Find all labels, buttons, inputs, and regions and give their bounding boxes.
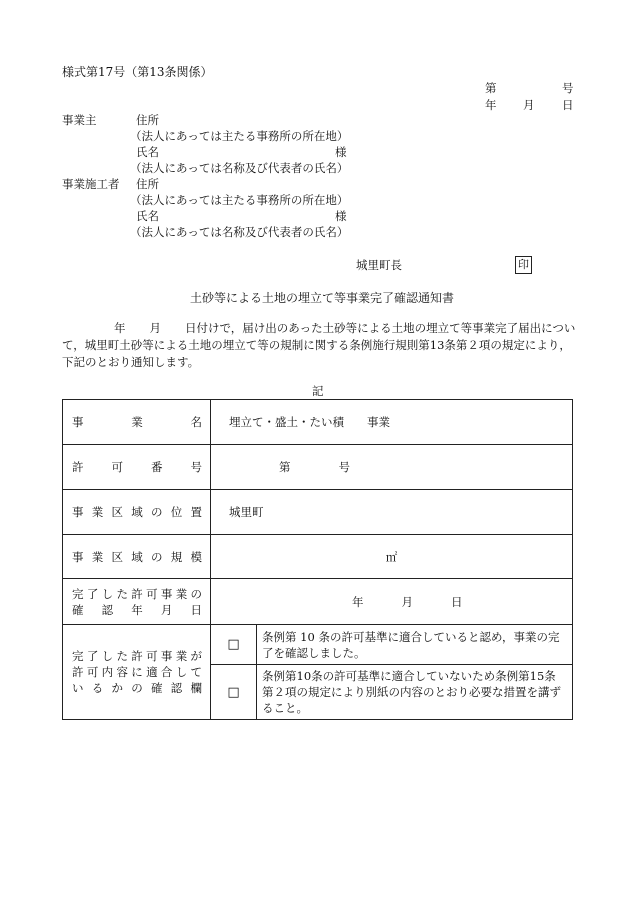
owner-name-label: 氏名 xyxy=(136,145,159,159)
confirm-month: 月 xyxy=(401,594,413,609)
business-name-value: 埋立て・盛土・たい積 事業 xyxy=(211,400,573,445)
option-2-text: 条例第10条の許可基準に適合していないため条例第15条第２項の規定により別紙の内容のとおり必要な措置を講ずること。 xyxy=(257,665,573,720)
scale-value xyxy=(211,535,573,579)
permit-go: 号 xyxy=(338,460,350,474)
row-check-1 xyxy=(63,625,573,665)
location-value: 城里町 xyxy=(211,490,573,535)
owner-address-label: 住所 xyxy=(136,113,159,127)
row-location xyxy=(63,490,573,535)
business-name-label: 事 業 名 xyxy=(63,400,211,445)
row-business-name xyxy=(63,400,573,445)
permit-number-label: 許 可 番 号 xyxy=(63,445,211,490)
date-month: 月 xyxy=(523,98,535,112)
form-number: 様式第17号（第13条関係） xyxy=(62,65,213,79)
contractor-title: 事業施工者 xyxy=(62,177,120,191)
location-label: 事 業 区 域 の 位 置 xyxy=(63,490,211,535)
details-table xyxy=(62,399,573,720)
checkbox-option-1[interactable]: □ xyxy=(211,625,257,665)
check-label: 完 了 し た 許 可 事 業 が 許 可 内 容 に 適 合 し て い る か の 確 認 欄 xyxy=(63,625,211,720)
scale-label: 事 業 区 域 の 規 模 xyxy=(63,535,211,579)
date-day: 日 xyxy=(562,98,574,112)
owner-honorific: 様 xyxy=(335,145,347,159)
row-scale xyxy=(63,535,573,579)
owner-title: 事業主 xyxy=(62,113,97,127)
checkbox-option-2[interactable]: □ xyxy=(211,665,257,720)
date-year: 年 xyxy=(485,98,497,112)
permit-dai: 第 xyxy=(279,460,291,474)
contractor-honorific: 様 xyxy=(335,209,347,223)
option-1-text: 条例第 10 条の許可基準に適合していると認め，事業の完了を確認しました。 xyxy=(257,625,573,665)
contractor-address-label: 住所 xyxy=(136,177,159,191)
row-permit-number xyxy=(63,445,573,490)
owner-name-note: （法人にあっては名称及び代表者の氏名） xyxy=(130,161,349,175)
issuer: 城里町長 xyxy=(356,258,402,272)
body-month: 月 xyxy=(149,321,161,335)
seal-stamp: 印 xyxy=(515,256,532,274)
permit-number-value xyxy=(211,445,573,490)
confirm-year: 年 xyxy=(352,594,364,609)
confirm-date-label: 完 了 し た 許 可 事 業 の 確 認 年 月 日 xyxy=(63,579,211,625)
contractor-address-note: （法人にあっては主たる事務所の所在地） xyxy=(130,193,349,207)
ki-heading: 記 xyxy=(312,384,324,398)
notice-body xyxy=(62,320,576,371)
confirm-day: 日 xyxy=(451,594,463,609)
doc-number-dai: 第 xyxy=(485,81,497,95)
contractor-name-label: 氏名 xyxy=(136,209,159,223)
owner-address-note: （法人にあっては主たる事務所の所在地） xyxy=(130,129,349,143)
body-year: 年 xyxy=(114,321,126,335)
doc-number-go: 号 xyxy=(562,81,574,95)
confirm-date-value xyxy=(211,579,573,625)
body-text: 日付けで，届け出のあった土砂等による土地の埋立て等事業完了届出について，城里町土砂等による土地の埋立て等の規制に関する条例施行規則第13条第２項の規定により，下記のとおり通知します。 xyxy=(62,321,576,369)
scale-unit: ㎡ xyxy=(385,549,398,564)
contractor-name-note: （法人にあっては名称及び代表者の氏名） xyxy=(130,225,349,239)
row-confirm-date xyxy=(63,579,573,625)
doc-title: 土砂等による土地の埋立て等事業完了確認通知書 xyxy=(190,291,455,305)
